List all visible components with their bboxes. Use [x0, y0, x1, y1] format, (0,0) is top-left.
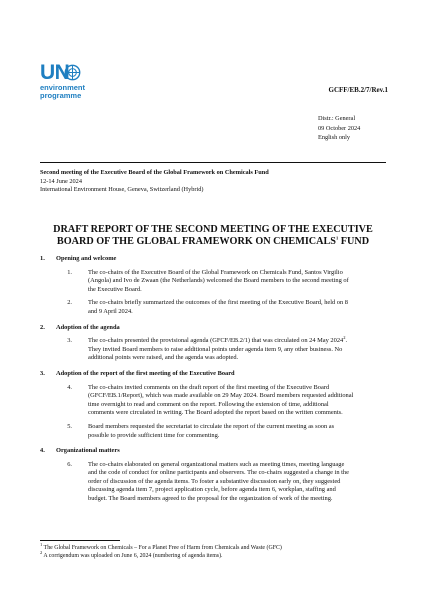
distribution-status: Distr.: General: [318, 115, 356, 122]
paragraph: [40, 337, 386, 363]
paragraph-text: The co-chairs of the Executive Board of the Global Framework on Chemicals Fund, Santos Virgilio (Angola) and Ivo de Zwaan (the Netherlands) welcomed the Board members to the second meeting of the Executive Board.: [88, 268, 349, 293]
un-logo-text: UN: [40, 61, 70, 84]
footnote: [40, 552, 282, 560]
paragraph-number: 4.: [67, 383, 72, 391]
paragraph: [40, 269, 386, 295]
paragraph-number: 6.: [67, 460, 72, 468]
paragraph-text-b: . They invited Board members to raise additional points under agenda item 9, any other business. No additional points were raised, and the agenda was adopted.: [88, 337, 348, 362]
header-divider: [40, 162, 386, 163]
section-number: 2.: [40, 323, 45, 331]
report-title: [40, 224, 386, 248]
title-line-1: DRAFT REPORT OF THE SECOND MEETING OF THE EXECUTIVE: [53, 224, 373, 235]
section-number: 1.: [40, 255, 45, 262]
meeting-dates: 12-14 June 2024: [40, 177, 82, 185]
footnote-number: 1: [40, 542, 43, 548]
un-globe-icon: [64, 64, 81, 81]
footnote-text: A corrigendum was uploaded on June 6, 2024 (numbering of agenda items).: [42, 553, 223, 559]
distribution-block: [318, 114, 360, 143]
paragraph-number: 5.: [67, 422, 72, 430]
paragraph: [40, 384, 386, 418]
paragraph-text: The co-chairs briefly summarized the outcomes of the first meeting of the Executive Board, held on 8 and 9 April 2024.: [88, 299, 348, 315]
section-title: Organizational matters: [56, 447, 120, 455]
section-heading: [40, 447, 386, 456]
section-heading: [40, 255, 386, 264]
footnote-divider: [40, 540, 120, 541]
footnote-number: 2: [40, 550, 43, 556]
section-number: 3.: [40, 369, 45, 377]
paragraph-text: The co-chairs elaborated on general organizational matters such as meeting times, meeting language and the code of conduct for online participants and observers. The co-chairs suggested a change in the order of discussion of the agenda items. To foster a substantive discussion early on, they suggested discussing agenda item 7, project application cycle, before agenda item 6, workplan, staffing and budget. The Board members agreed to the proposal for the organization of work of the meeting.: [88, 460, 349, 503]
section-heading: [40, 370, 386, 379]
section-title: Adoption of the agenda: [56, 323, 120, 331]
paragraph-number: 3.: [67, 337, 72, 345]
paragraph-text: [88, 337, 386, 363]
meeting-name: Second meeting of the Executive Board of the Global Framework on Chemicals Fund: [40, 169, 269, 176]
footnote-ref-2: 2: [343, 335, 346, 341]
paragraph: [40, 423, 386, 440]
footnotes: [40, 544, 282, 560]
meeting-info: [40, 169, 269, 195]
paragraph: [40, 299, 386, 316]
title-line-2-text: BOARD OF THE GLOBAL FRAMEWORK ON CHEMICALS: [56, 236, 336, 247]
title-line-2-end: FUND: [338, 236, 370, 247]
report-body: [40, 255, 386, 504]
distribution-language: English only: [318, 134, 351, 141]
section-heading: [40, 324, 386, 333]
logo-line-2: programme: [40, 91, 82, 100]
section-title: Adoption of the report of the first meeting of the Executive Board: [56, 369, 235, 377]
paragraph: [40, 461, 386, 504]
paragraph-text-a: The co-chairs presented the provisional agenda (GFCF/EB.2/1) that was circulated on 24 May 2024: [88, 337, 344, 345]
paragraph-text: Board members requested the secretariat to circulate the report of the current meeting as soon as possible to provide sufficient time for commenting.: [88, 422, 335, 439]
paragraph-text: The co-chairs invited comments on the draft report of the first meeting of the Executive Board (GFCF/EB.1/Report), which was made available on 29 May 2024. Board members requested additional time overnight to read and comment on the report. Following the extension of time, additional comments were circulated in writing. The Board adopted the report based on the written comments.: [88, 383, 354, 417]
logo-line-1: environment: [40, 83, 86, 92]
unep-logo-subtitle: [40, 84, 85, 100]
title-line-2: [40, 236, 386, 248]
footnote-text: The Global Framework on Chemicals – For a Planet Free of Harm from Chemicals and Waste (GFC): [42, 545, 282, 551]
document-symbol: GCFF/EB.2/7/Rev.1: [328, 86, 388, 94]
paragraph-number: 2.: [67, 299, 72, 307]
distribution-date: 09 October 2024: [318, 124, 361, 132]
footnote: [40, 544, 282, 552]
section-title: Opening and welcome: [56, 255, 117, 262]
meeting-venue: International Environment House, Geneva, Switzerland (Hybrid): [40, 186, 204, 193]
section-number: 4.: [40, 447, 45, 455]
paragraph-number: 1.: [67, 268, 72, 276]
footnote-ref-1: 1: [335, 235, 339, 241]
